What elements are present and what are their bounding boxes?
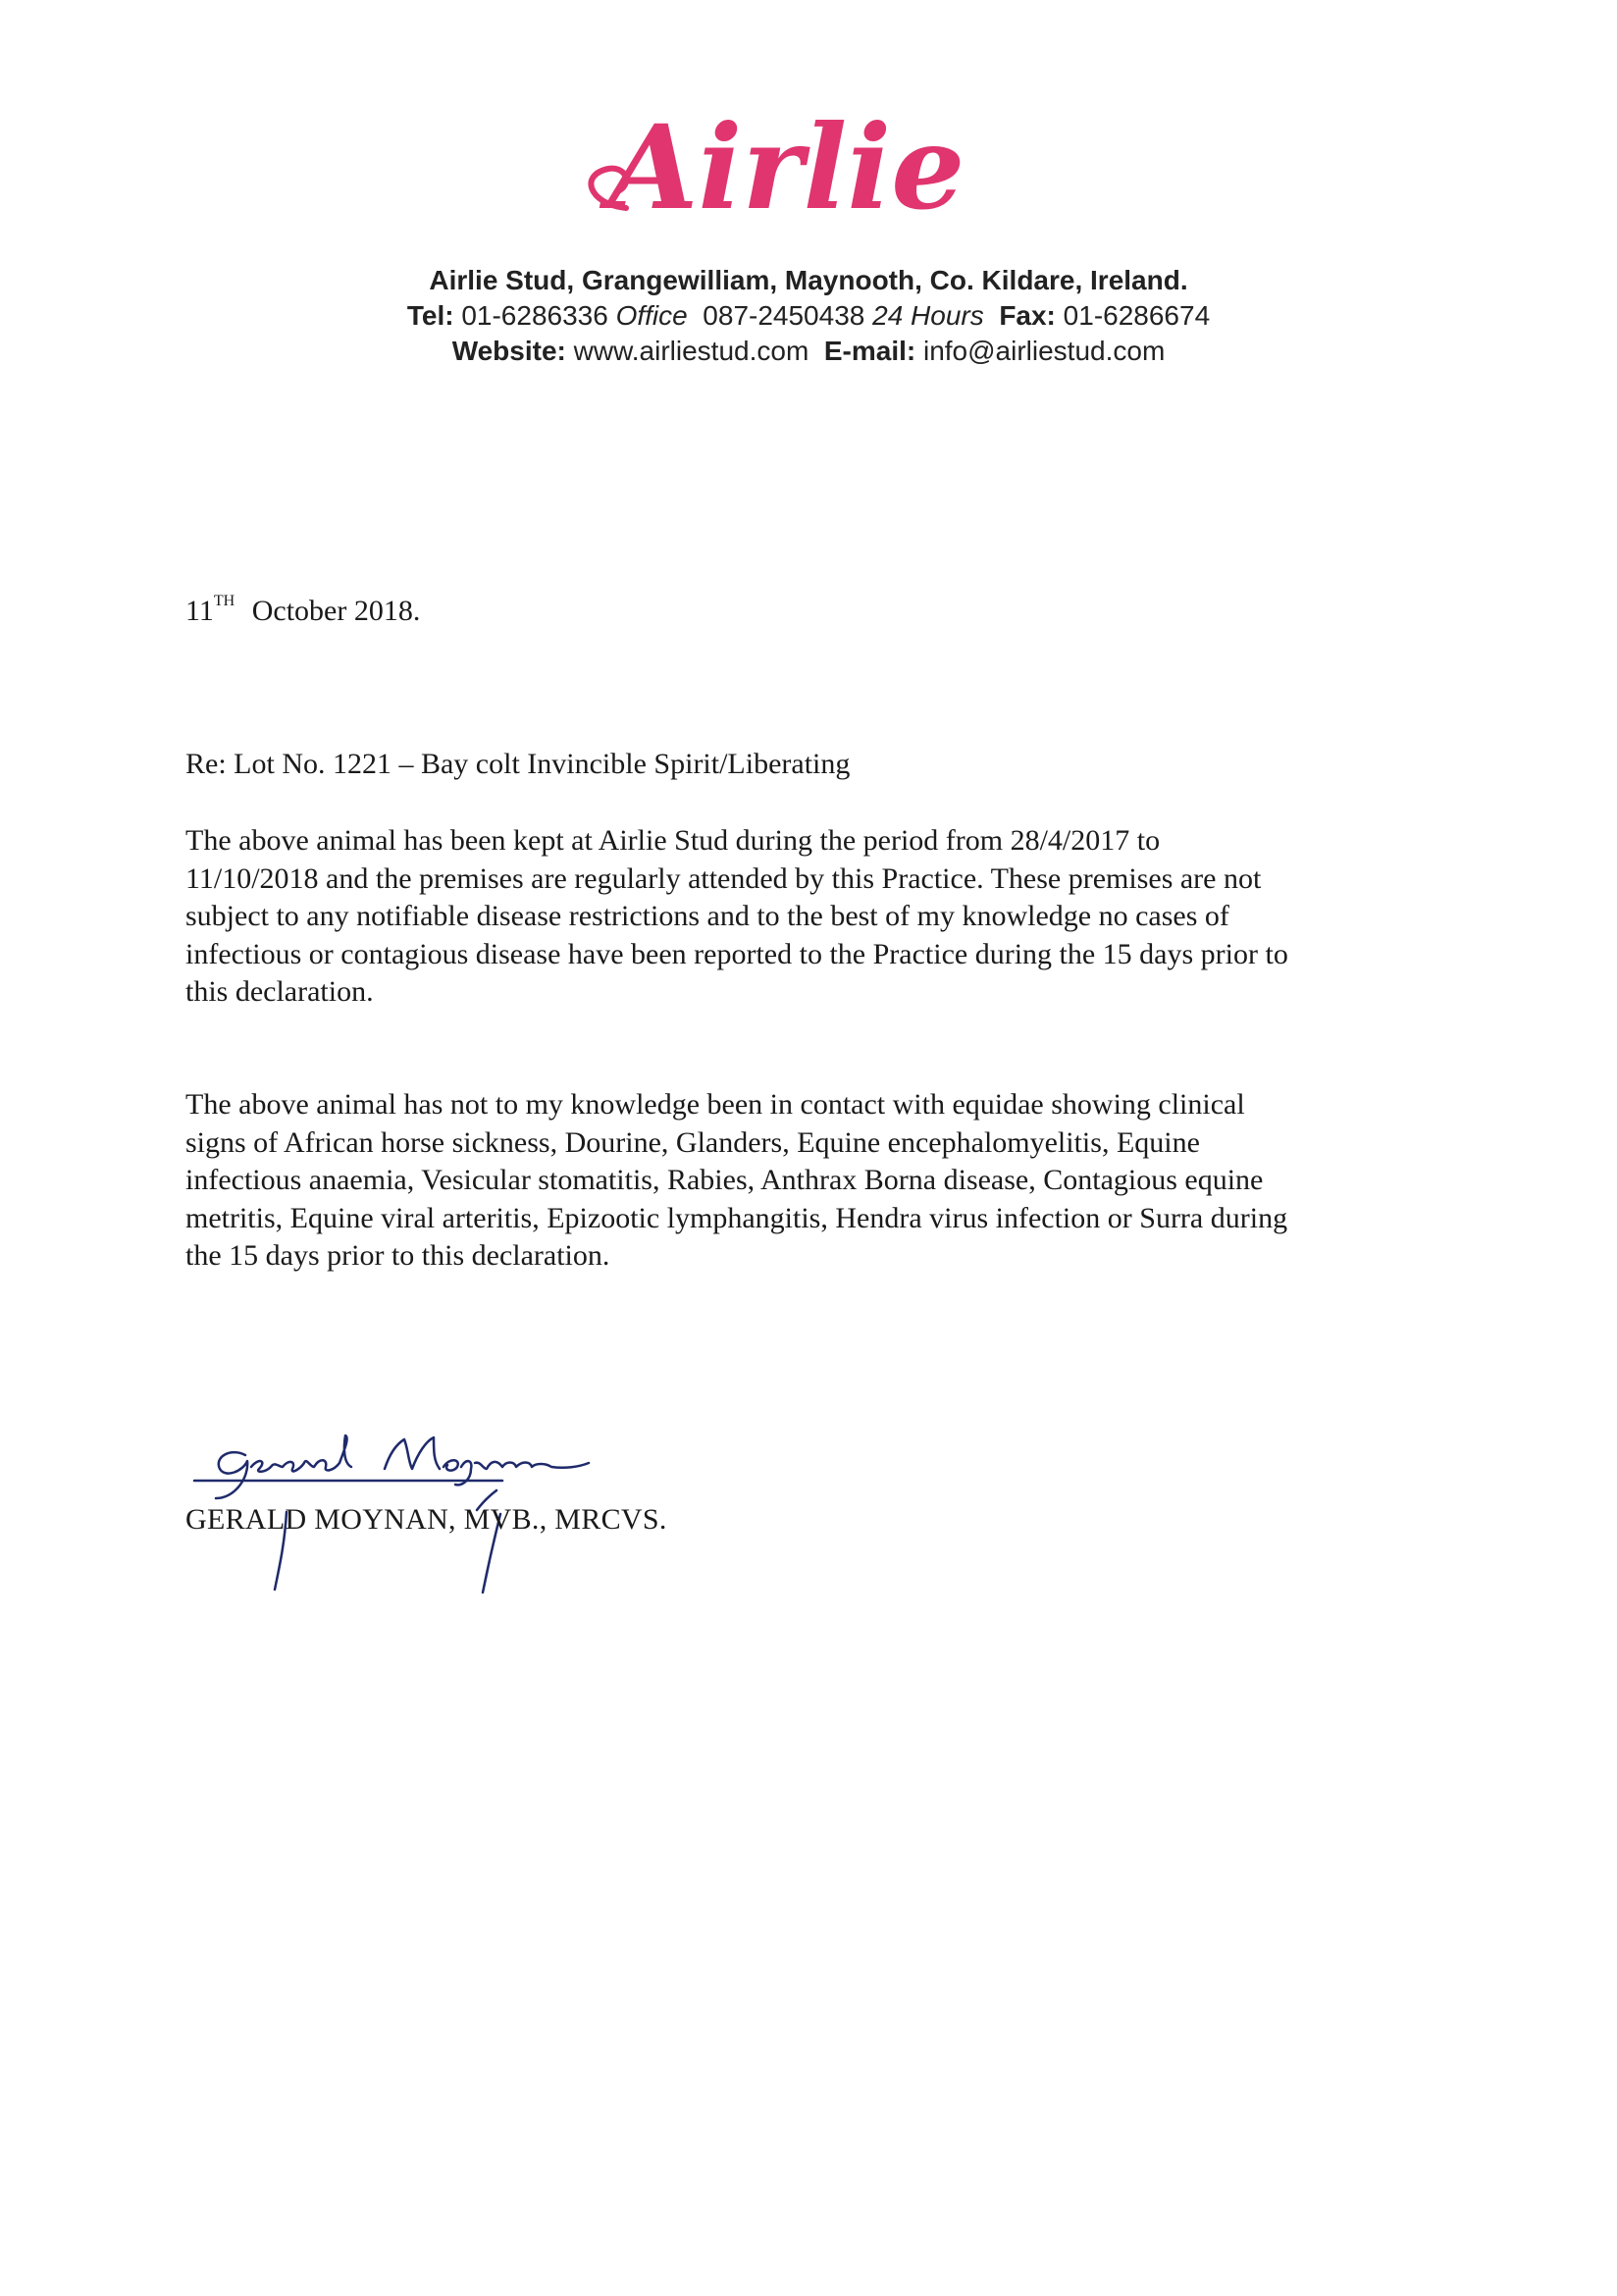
hours-label: 24 Hours: [872, 300, 984, 331]
paragraph-line: infectious anaemia, Vesicular stomatitis, Rabies, Anthrax Borna disease, Contagious equine: [185, 1164, 1264, 1196]
website-label: Website:: [451, 336, 566, 366]
airlie-logo: [569, 98, 1040, 245]
paragraph-line: signs of African horse sickness, Dourine, Glanders, Equine encephalomyelitis, Equine: [185, 1125, 1200, 1159]
date-day: 11: [185, 595, 214, 627]
letterhead-contact: [0, 263, 1617, 369]
re-line: Re: Lot No. 1221 – Bay colt Invincible Spirit/Liberating: [185, 748, 851, 780]
address-line: Airlie Stud, Grangewilliam, Maynooth, Co. Kildare, Ireland.: [429, 265, 1188, 295]
paragraph-premises: [185, 822, 1451, 1012]
tel-office: 01-6286336: [461, 300, 608, 331]
paragraph-line: The above animal has not to my knowledge been in contact with equidae showing clinical: [185, 1088, 1245, 1121]
tel-label: Tel:: [406, 300, 454, 331]
paragraph-line: The above animal has been kept at Airlie Stud during the period from 28/4/2017 to: [185, 824, 1161, 857]
date-month-year: October 2018.: [251, 595, 421, 627]
fax-number: 01-6286674: [1063, 300, 1211, 331]
email-link[interactable]: info@airliestud.com: [922, 336, 1166, 366]
web-line: [0, 334, 1617, 369]
date-suffix: TH: [213, 593, 235, 609]
paragraph-line: metritis, Equine viral arteritis, Epizootic lymphangitis, Hendra virus infection or Surra during: [185, 1201, 1288, 1234]
tel-24h: 087-2450438: [703, 300, 865, 331]
phone-line: [0, 298, 1617, 334]
website-link[interactable]: www.airliestud.com: [573, 336, 809, 366]
paragraph-line: this declaration.: [185, 975, 374, 1008]
email-label: E-mail:: [823, 336, 916, 366]
paragraph-line: subject to any notifiable disease restrictions and to the best of my knowledge no cases of: [185, 900, 1229, 932]
letter-date: [185, 595, 420, 628]
fax-label: Fax:: [999, 300, 1056, 331]
paragraph-contact-diseases: [185, 1086, 1451, 1276]
paragraph-line: 11/10/2018 and the premises are regularly attended by this Practice. These premises are not: [185, 861, 1262, 895]
paragraph-line: the 15 days prior to this declaration.: [185, 1239, 610, 1272]
paragraph-line: infectious or contagious disease have been reported to the Practice during the 15 days prior to: [185, 937, 1288, 970]
logo-wordmark: Airlie: [608, 99, 965, 235]
signer-name: GERALD MOYNAN, MVB., MRCVS.: [185, 1503, 667, 1536]
office-label: Office: [615, 300, 688, 331]
